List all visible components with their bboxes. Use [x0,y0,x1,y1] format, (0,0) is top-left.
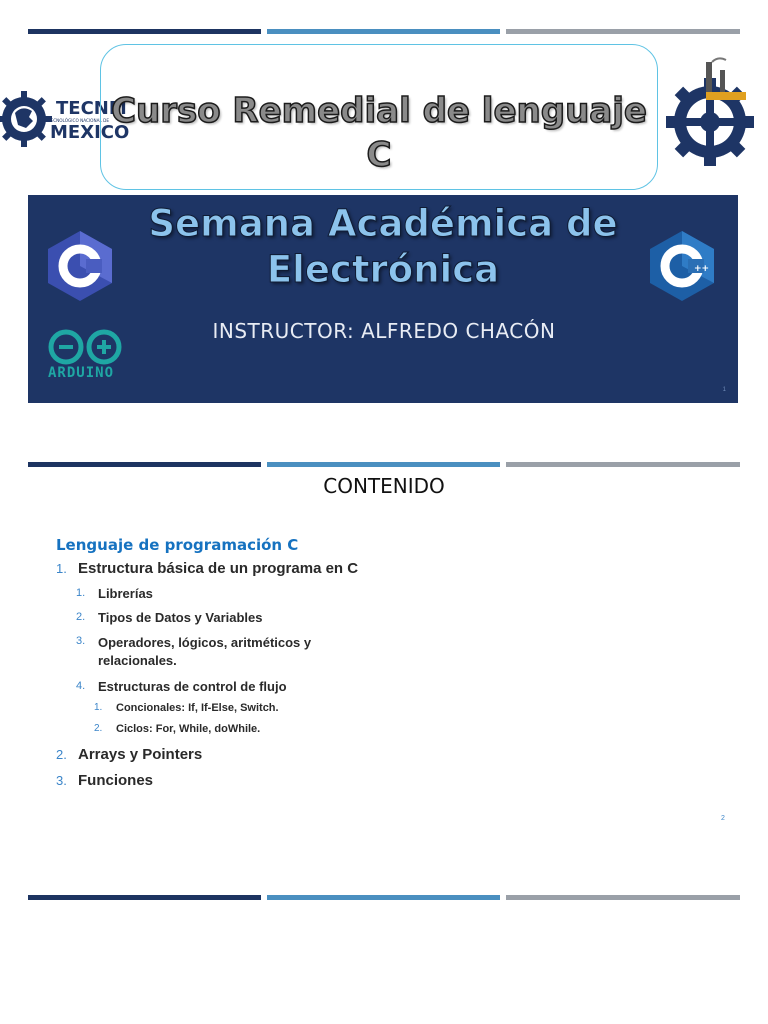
toc-item-label: Concionales: If, If-Else, Switch. [116,702,279,714]
toc-item [76,610,696,625]
table-of-contents [56,536,696,789]
contents-heading: CONTENIDO [323,474,445,498]
toc-item [56,560,696,577]
event-title-line1: Semana Académica de [148,202,618,245]
course-title-line2: C [366,135,392,175]
toc-item-label: Ciclos: For, While, doWhile. [116,723,261,735]
svg-text:++: ++ [694,264,710,274]
toc-item [76,586,696,601]
toc-item-label: Arrays y Pointers [78,746,203,763]
event-title-line2: Electrónica [266,248,500,291]
tecnm-logo-name: TECNM [56,98,127,119]
institute-gear-logo [666,56,760,166]
course-title-box [100,44,658,190]
toc-item [94,702,696,714]
toc-item-number: 2. [56,747,67,762]
toc-item-number: 2. [76,611,86,623]
tecnm-logo-subtitle: TECNOLÓGICO NACIONAL DE [48,118,109,123]
toc-item-number: 1. [76,587,86,599]
toc-item-number: 1. [94,702,103,713]
cpp-language-logo [648,229,716,303]
toc-item-number: 2. [94,723,103,734]
event-banner [28,195,738,403]
toc-item-label: Estructuras de control de flujo [98,679,287,694]
course-title-line1: Curso Remedial de lenguaje [111,91,647,131]
toc-item-label: Tipos de Datos y Variables [98,610,263,625]
toc-item-number: 3. [76,635,86,647]
toc-item [56,746,696,763]
toc-item [76,679,696,694]
instructor-label: INSTRUCTOR: ALFREDO CHACÓN [212,319,556,343]
c-language-logo [46,229,114,303]
toc-item [56,772,696,789]
tecnm-logo-country: MEXICO [50,122,130,143]
toc-item-label: Librerías [98,586,153,601]
toc-item-number: 3. [56,773,67,788]
toc-item-label: Operadores, lógicos, aritméticos y relacionales. [98,635,312,668]
slide-1-page-number: 1 [722,387,726,393]
slide-2-page-number: 2 [721,815,725,822]
arduino-label: ARDUINO [48,365,115,381]
toc-item-label: Estructura básica de un programa en C [78,560,359,577]
middle-color-bar [28,462,740,467]
toc-item [76,634,696,670]
toc-item-label: Funciones [78,772,154,789]
toc-item-number: 1. [56,561,67,576]
top-color-bar [28,29,740,34]
toc-section-title: Lenguaje de programación C [56,536,299,554]
toc-item [94,723,696,735]
toc-item-number: 4. [76,680,86,692]
bottom-color-bar [28,895,740,900]
